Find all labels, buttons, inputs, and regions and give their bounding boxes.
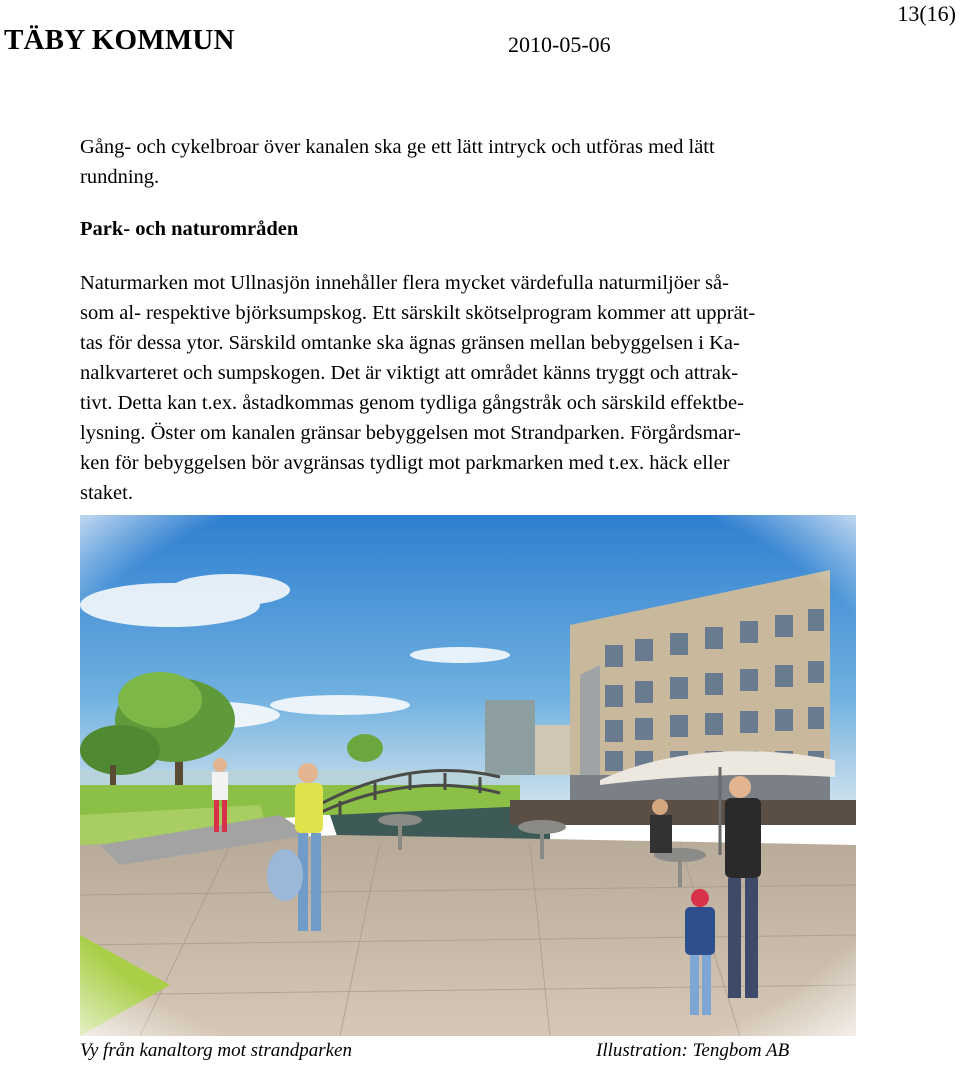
text-line: rundning. (80, 166, 160, 188)
canal-square-illustration (80, 515, 856, 1036)
organization-name: TÄBY KOMMUN (4, 24, 235, 56)
paragraph-nature-areas (80, 268, 840, 508)
text-line: som al- respektive björksumpskog. Ett särskilt skötselprogram kommer att upprät- (80, 302, 756, 324)
illustration-caption: Vy från kanaltorg mot strandparken (80, 1040, 352, 1061)
paragraph-bridges (80, 132, 840, 192)
text-line: ken för bebyggelsen bör avgränsas tydligt mot parkmarken med t.ex. häck eller (80, 452, 730, 474)
text-line: staket. (80, 482, 133, 504)
text-line: tivt. Detta kan t.ex. åstadkommas genom tydliga gångstråk och särskild effektbe- (80, 392, 744, 414)
text-line: nalkvarteret och sumpskogen. Det är viktigt att området känns tryggt och attrak- (80, 362, 739, 384)
text-line: tas för dessa ytor. Särskild omtanke ska ägnas gränsen mellan bebyggelsen i Ka- (80, 332, 740, 354)
text-line: lysning. Öster om kanalen gränsar bebyggelsen mot Strandparken. Förgårdsmar- (80, 422, 741, 444)
illustration-drawing (80, 515, 856, 1036)
illustration-credit: Illustration: Tengbom AB (596, 1040, 790, 1061)
page-number: 13(16) (897, 1, 956, 26)
document-date: 2010-05-06 (508, 32, 611, 57)
edge-vignette (80, 515, 856, 1036)
section-heading: Park- och naturområden (80, 218, 299, 240)
text-line: Gång- och cykelbroar över kanalen ska ge ett lätt intryck och utföras med lätt (80, 136, 715, 158)
text-line: Naturmarken mot Ullnasjön innehåller flera mycket värdefulla naturmiljöer så- (80, 272, 729, 294)
